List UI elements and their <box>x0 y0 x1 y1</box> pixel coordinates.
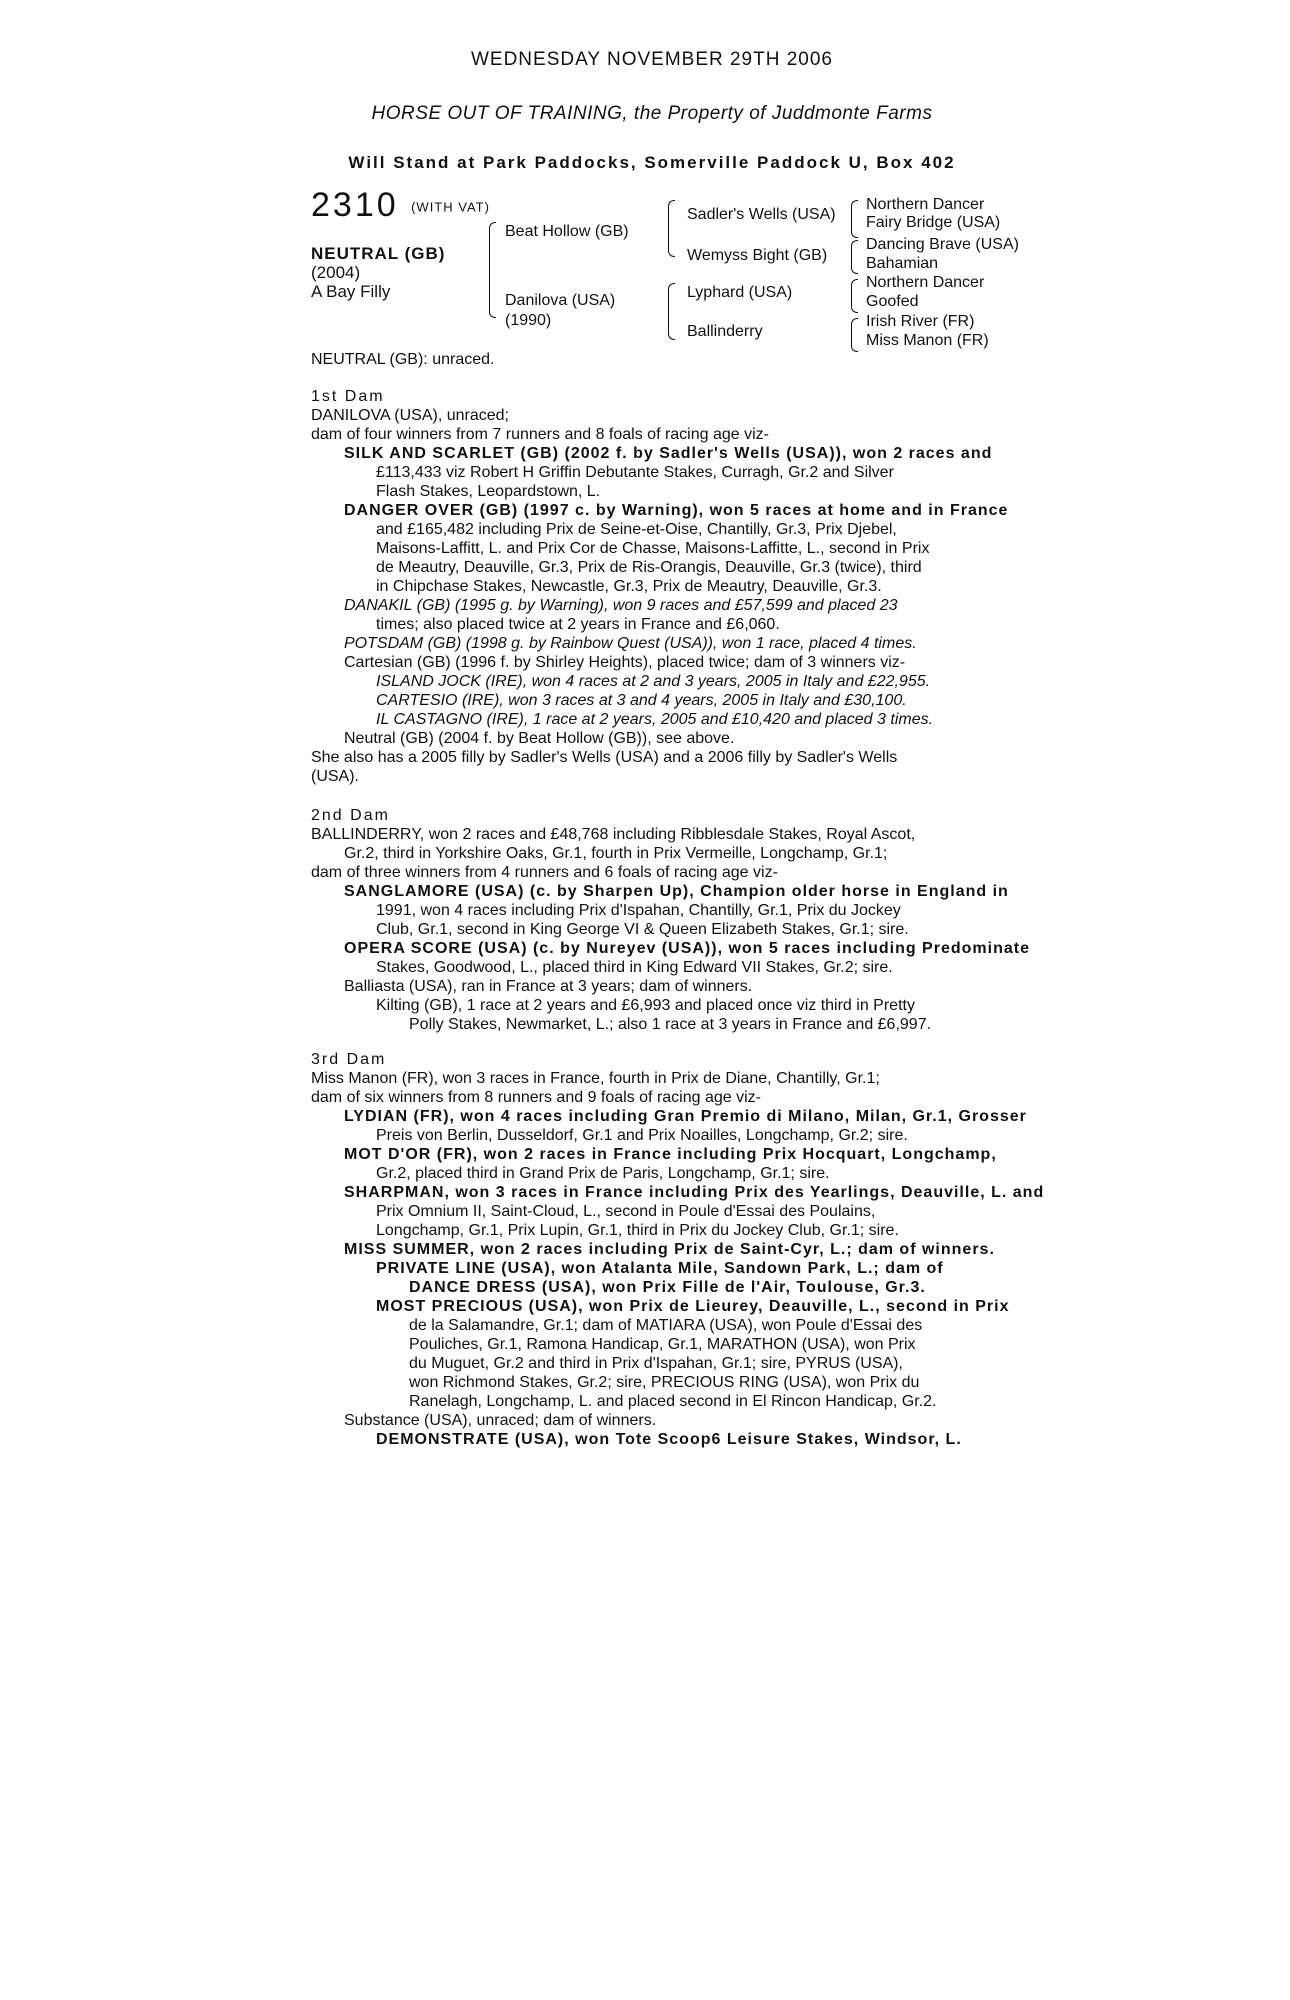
pedigree-sd-sire: Dancing Brave (USA) <box>866 236 1019 253</box>
race-record: NEUTRAL (GB): unraced. <box>311 351 495 368</box>
section-heading: 3rd Dam <box>311 1051 387 1068</box>
pedigree-dam: Danilova (USA) <box>505 292 616 309</box>
pedigree-dam-sire: Lyphard (USA) <box>687 284 793 301</box>
dam-line: Cartesian (GB) (1996 f. by Shirley Heights), placed twice; dam of 3 winners viz- <box>344 654 906 671</box>
dam-line: DANGER OVER (GB) (1997 c. by Warning), won 5 races at home and in France <box>344 502 1009 519</box>
pedigree-brace <box>668 200 675 257</box>
dam-line: and £165,482 including Prix de Seine-et-Oise, Chantilly, Gr.3, Prix Djebel, <box>376 521 897 538</box>
pedigree-brace <box>668 283 675 340</box>
dam-line: PRIVATE LINE (USA), won Atalanta Mile, Sandown Park, L.; dam of <box>376 1260 944 1277</box>
dam-line: Gr.2, third in Yorkshire Oaks, Gr.1, fourth in Prix Vermeille, Longchamp, Gr.1; <box>344 845 888 862</box>
dam-line: times; also placed twice at 2 years in France and £6,060. <box>376 616 780 633</box>
sale-subtitle: HORSE OUT OF TRAINING, the Property of Juddmonte Farms <box>371 103 933 124</box>
horse-name: NEUTRAL (GB) <box>311 244 446 263</box>
pedigree-brace <box>851 240 858 274</box>
dam-line: MOT D'OR (FR), won 2 races in France including Prix Hocquart, Longchamp, <box>344 1146 997 1163</box>
dam-line: ISLAND JOCK (IRE), won 4 races at 2 and 3 years, 2005 in Italy and £22,955. <box>376 673 931 690</box>
section-heading: 1st Dam <box>311 388 385 405</box>
dam-line: DANILOVA (USA), unraced; <box>311 407 509 424</box>
pedigree-dd-dam: Miss Manon (FR) <box>866 332 989 349</box>
pedigree-brace <box>851 279 858 313</box>
pedigree-sire: Beat Hollow (GB) <box>505 223 629 240</box>
pedigree-dam-year: (1990) <box>505 312 552 329</box>
dam-line: de Meautry, Deauville, Gr.3, Prix de Ris-Orangis, Deauville, Gr.3 (twice), third <box>376 559 922 576</box>
pedigree-sire-sire: Sadler's Wells (USA) <box>687 206 836 223</box>
dam-line: CARTESIO (IRE), won 3 races at 3 and 4 years, 2005 in Italy and £30,100. <box>376 692 907 709</box>
dam-line: Flash Stakes, Leopardstown, L. <box>376 483 601 500</box>
pedigree-brace <box>489 222 496 318</box>
venue-line: Will Stand at Park Paddocks, Somerville Paddock U, Box 402 <box>348 153 956 172</box>
horse-year: (2004) <box>311 263 361 282</box>
dam-line: DANAKIL (GB) (1995 g. by Warning), won 9 races and £57,599 and placed 23 <box>344 597 898 614</box>
pedigree-sire-dam: Wemyss Bight (GB) <box>687 247 828 264</box>
dam-line: BALLINDERRY, won 2 races and £48,768 including Ribblesdale Stakes, Royal Ascot, <box>311 826 916 843</box>
dam-line: dam of four winners from 7 runners and 8 foals of racing age viz- <box>311 426 769 443</box>
pedigree-dd-sire: Irish River (FR) <box>866 313 975 330</box>
dam-line: Preis von Berlin, Dusseldorf, Gr.1 and Prix Noailles, Longchamp, Gr.2; sire. <box>376 1127 908 1144</box>
dam-line: POTSDAM (GB) (1998 g. by Rainbow Quest (USA)), won 1 race, placed 4 times. <box>344 635 917 652</box>
sale-date: WEDNESDAY NOVEMBER 29TH 2006 <box>470 49 833 70</box>
dam-line: Neutral (GB) (2004 f. by Beat Hollow (GB)), see above. <box>344 730 735 747</box>
pedigree-ss-dam: Fairy Bridge (USA) <box>866 214 1001 231</box>
dam-line: IL CASTAGNO (IRE), 1 race at 2 years, 2005 and £10,420 and placed 3 times. <box>376 711 934 728</box>
dam-line: SHARPMAN, won 3 races in France including Prix des Yearlings, Deauville, L. and <box>344 1184 1045 1201</box>
dam-line: Gr.2, placed third in Grand Prix de Paris, Longchamp, Gr.1; sire. <box>376 1165 830 1182</box>
dam-line: Pouliches, Gr.1, Ramona Handicap, Gr.1, MARATHON (USA), won Prix <box>409 1336 916 1353</box>
dam-line: Club, Gr.1, second in King George VI & Queen Elizabeth Stakes, Gr.1; sire. <box>376 921 909 938</box>
dam-line: She also has a 2005 filly by Sadler's Wells (USA) and a 2006 filly by Sadler's Wells <box>311 749 898 766</box>
dam-line: Substance (USA), unraced; dam of winners. <box>344 1412 657 1429</box>
vat-note: (WITH VAT) <box>411 199 490 215</box>
dam-line: de la Salamandre, Gr.1; dam of MATIARA (USA), won Poule d'Essai des <box>409 1317 923 1334</box>
dam-line: Balliasta (USA), ran in France at 3 years; dam of winners. <box>344 978 753 995</box>
dam-line: SILK AND SCARLET (GB) (2002 f. by Sadler's Wells (USA)), won 2 races and <box>344 445 993 462</box>
horse-info <box>311 244 445 301</box>
dam-line: (USA). <box>311 768 359 785</box>
dam-line: DEMONSTRATE (USA), won Tote Scoop6 Leisure Stakes, Windsor, L. <box>376 1431 962 1448</box>
horse-description: A Bay Filly <box>311 282 391 301</box>
dam-line: won Richmond Stakes, Gr.2; sire, PRECIOUS RING (USA), won Prix du <box>409 1374 920 1391</box>
dam-line: MOST PRECIOUS (USA), won Prix de Lieurey, Deauville, L., second in Prix <box>376 1298 1010 1315</box>
dam-line: DANCE DRESS (USA), won Prix Fille de l'Air, Toulouse, Gr.3. <box>409 1279 926 1296</box>
dam-line: Longchamp, Gr.1, Prix Lupin, Gr.1, third in Prix du Jockey Club, Gr.1; sire. <box>376 1222 899 1239</box>
dam-line: £113,433 viz Robert H Griffin Debutante Stakes, Curragh, Gr.2 and Silver <box>376 464 894 481</box>
pedigree-sd-dam: Bahamian <box>866 255 939 272</box>
pedigree-brace <box>851 318 858 352</box>
dam-line: du Muguet, Gr.2 and third in Prix d'Ispahan, Gr.1; sire, PYRUS (USA), <box>409 1355 903 1372</box>
pedigree-ds-sire: Northern Dancer <box>866 274 985 291</box>
lot-number: 2310 <box>311 186 399 224</box>
dam-line: 1991, won 4 races including Prix d'Ispahan, Chantilly, Gr.1, Prix du Jockey <box>376 902 901 919</box>
pedigree-ss-sire: Northern Dancer <box>866 196 985 213</box>
dam-line: in Chipchase Stakes, Newcastle, Gr.3, Prix de Meautry, Deauville, Gr.3. <box>376 578 882 595</box>
dam-line: Kilting (GB), 1 race at 2 years and £6,993 and placed once viz third in Pretty <box>376 997 915 1014</box>
second-dam-section <box>311 806 1030 1034</box>
dam-line: SANGLAMORE (USA) (c. by Sharpen Up), Champion older horse in England in <box>344 883 1009 900</box>
dam-line: MISS SUMMER, won 2 races including Prix de Saint-Cyr, L.; dam of winners. <box>344 1241 995 1258</box>
first-dam-section <box>311 387 1009 786</box>
dam-line: LYDIAN (FR), won 4 races including Gran Premio di Milano, Milan, Gr.1, Grosser <box>344 1108 1027 1125</box>
dam-line: OPERA SCORE (USA) (c. by Nureyev (USA)), won 5 races including Predominate <box>344 940 1030 957</box>
pedigree-ds-dam: Goofed <box>866 293 919 310</box>
section-heading: 2nd Dam <box>311 807 390 824</box>
dam-line: Maisons-Laffitt, L. and Prix Cor de Chasse, Maisons-Laffitte, L., second in Prix <box>376 540 930 557</box>
dam-line: Ranelagh, Longchamp, L. and placed second in El Rincon Handicap, Gr.2. <box>409 1393 937 1410</box>
dam-line: dam of three winners from 4 runners and 6 foals of racing age viz- <box>311 864 778 881</box>
pedigree-dam-dam: Ballinderry <box>687 323 763 340</box>
lot-number-block <box>311 186 490 224</box>
third-dam-section <box>311 1050 1045 1449</box>
dam-line: dam of six winners from 8 runners and 9 foals of racing age viz- <box>311 1089 761 1106</box>
dam-line: Prix Omnium II, Saint-Cloud, L., second in Poule d'Essai des Poulains, <box>376 1203 876 1220</box>
pedigree-brace <box>851 200 858 238</box>
dam-line: Stakes, Goodwood, L., placed third in King Edward VII Stakes, Gr.2; sire. <box>376 959 893 976</box>
dam-line: Polly Stakes, Newmarket, L.; also 1 race at 3 years in France and £6,997. <box>409 1016 932 1033</box>
dam-line: Miss Manon (FR), won 3 races in France, fourth in Prix de Diane, Chantilly, Gr.1; <box>311 1070 880 1087</box>
